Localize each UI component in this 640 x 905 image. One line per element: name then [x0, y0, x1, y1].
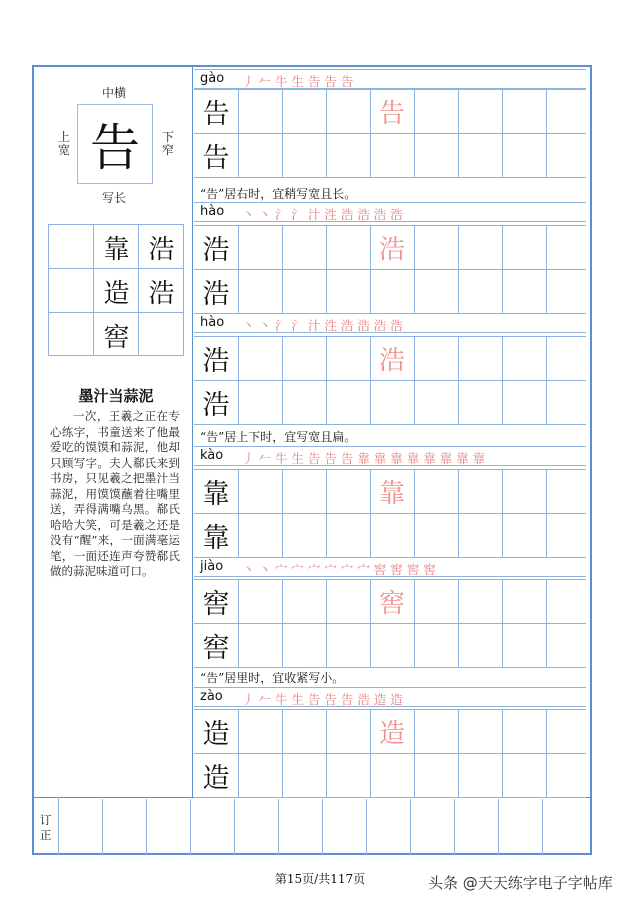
hint-top: 中横 [102, 86, 127, 100]
pinyin: gào [200, 71, 225, 86]
head-char-box [77, 104, 153, 184]
trace-char: 浩 [378, 234, 405, 265]
head-char: 告 [90, 119, 140, 177]
model-char: 告 [202, 142, 230, 174]
pinyin: hào [200, 315, 225, 330]
model-char: 造 [202, 762, 230, 794]
pinyin: hào [200, 204, 225, 219]
story-title: 墨汁当蒜泥 [78, 387, 154, 405]
column-divider [192, 67, 193, 797]
tip-text: “告”居右时，宜稍写宽且长。 [200, 187, 357, 201]
worksheet-frame [32, 65, 592, 855]
grid-char: 靠 [103, 234, 130, 265]
hint-bottom: 写长 [102, 191, 127, 205]
correction-label: 订正 [40, 813, 52, 842]
model-char: 浩 [202, 389, 230, 421]
model-char: 浩 [202, 345, 230, 377]
stroke-order: 丶 丶 氵 氵 汁 泩 浩 浩 浩 浩 [242, 318, 403, 333]
grid-char: 浩 [148, 278, 175, 309]
model-char: 靠 [202, 522, 230, 554]
page-number: 第15页/共117页 [274, 872, 366, 886]
trace-char: 窖 [378, 588, 405, 619]
trace-char: 告 [378, 98, 405, 129]
grid-char: 造 [103, 278, 130, 309]
related-char-grid [48, 224, 184, 356]
hint-right: 下窄 [162, 130, 175, 157]
stroke-order: 丿 𠂉 牛 生 告 告 告 [242, 74, 354, 89]
grid-char: 浩 [148, 234, 175, 265]
pinyin: zào [200, 689, 223, 704]
model-char: 造 [202, 718, 230, 750]
pinyin: jiào [200, 559, 224, 574]
tip-text: “告”居上下时，宜写宽且扁。 [200, 430, 357, 444]
story-text: 一次，王羲之正在专心练字，书童送来了他最爱吃的馍馍和蒜泥，他却只顾写字。夫人郗氏来到书房，只见羲之把墨汁当蒜泥，用馍馍蘸着往嘴里送，弄得满嘴乌黑。郗氏哈哈大笑，可是羲之还是没有“醒”来，一面满毫运笔，一面还连声夸赞郗氏做的蒜泥味道可口。 [50, 409, 180, 578]
trace-char: 浩 [378, 345, 405, 376]
stroke-order: 丿 𠂉 牛 生 告 告 告 浩 造 造 [242, 692, 403, 707]
tip-text: “告”居里时，宜收紧写小。 [200, 671, 345, 685]
model-char: 窖 [202, 632, 230, 664]
model-char: 窖 [202, 588, 230, 620]
grid-char: 窖 [103, 322, 130, 353]
hint-left: 上宽 [58, 130, 71, 157]
watermark: 头条 @天天练字电子字帖库 [428, 874, 613, 892]
model-char: 靠 [202, 478, 230, 510]
stroke-order: 丿 𠂉 牛 生 告 告 告 靠 靠 靠 靠 靠 靠 靠 靠 [242, 451, 486, 466]
pinyin: kào [200, 448, 224, 463]
trace-char: 靠 [378, 478, 405, 509]
model-char: 浩 [202, 234, 230, 266]
stroke-order: 丶 丶 宀 宀 宀 宀 宀 宀 窖 窖 窖 窖 [242, 562, 436, 577]
trace-char: 造 [378, 718, 405, 749]
stroke-order: 丶 丶 氵 氵 汁 泩 浩 浩 浩 浩 [242, 207, 403, 222]
model-char: 告 [202, 98, 230, 130]
model-char: 浩 [202, 278, 230, 310]
